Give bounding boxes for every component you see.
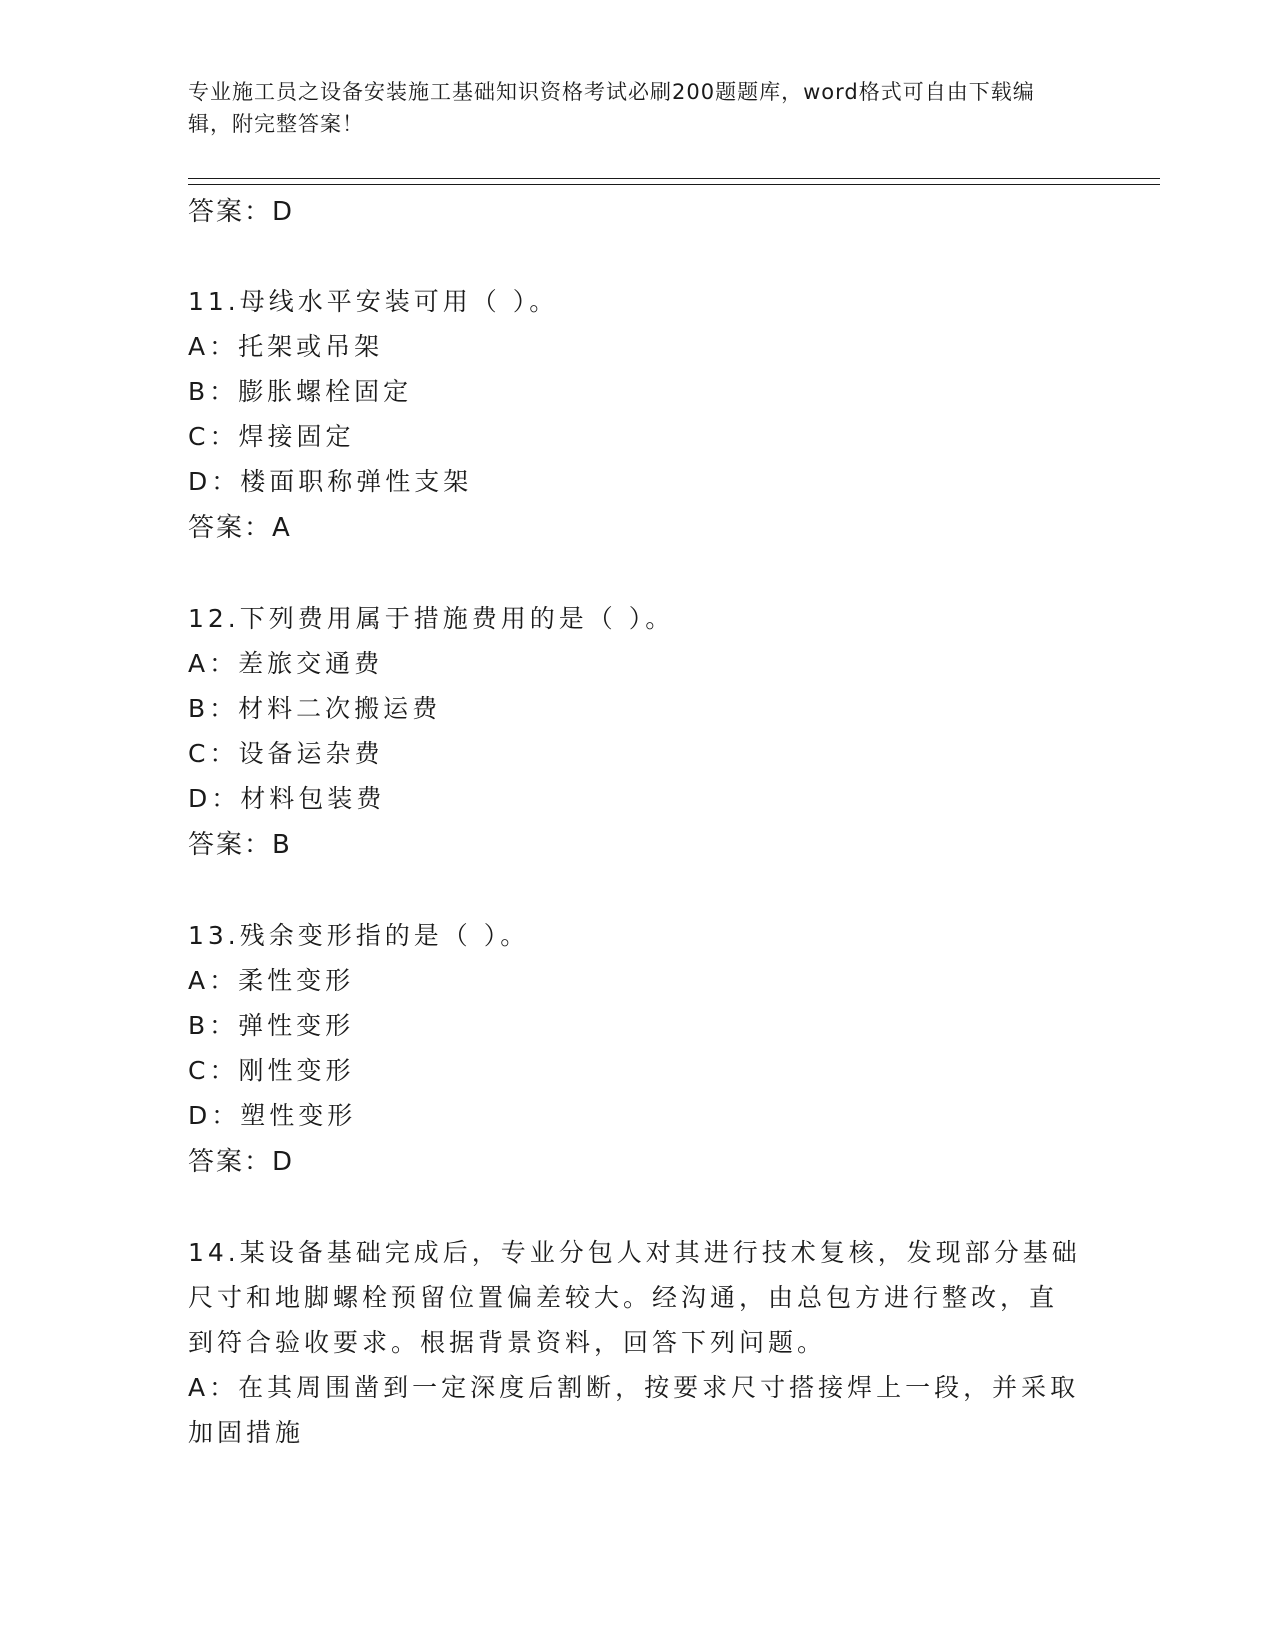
question-12-option-a: A：差旅交通费 <box>188 649 384 678</box>
question-13-answer: 答案：D <box>188 1147 295 1177</box>
question-11-stem: 11.母线水平安装可用（ ）。 <box>188 287 559 316</box>
answer-q10: 答案：D <box>188 197 295 227</box>
document-header: 专业施工员之设备安装施工基础知识资格考试必刷200题题库，word格式可自由下载编辑，附完整答案！ <box>188 80 1035 136</box>
question-14-option-a-line-1: A：在其周围凿到一定深度后割断，按要求尺寸搭接焊上一段，并采取 <box>188 1373 1080 1402</box>
question-13-option-b: B：弹性变形 <box>188 1011 355 1040</box>
question-12-option-c: C：设备运杂费 <box>188 739 384 768</box>
question-11-option-c: C：焊接固定 <box>188 422 355 451</box>
question-12-answer: 答案：B <box>188 830 292 860</box>
question-13-option-a: A：柔性变形 <box>188 966 355 995</box>
question-11-option-d: D：楼面职称弹性支架 <box>188 467 473 496</box>
question-14-option-a-line-2: 加固措施 <box>188 1418 305 1447</box>
question-13-option-d: D：塑性变形 <box>188 1101 357 1130</box>
question-14-stem-line-1: 14.某设备基础完成后，专业分包人对其进行技术复核，发现部分基础 <box>188 1238 1081 1267</box>
question-13-option-c: C：刚性变形 <box>188 1056 355 1085</box>
question-11-option-a: A：托架或吊架 <box>188 332 384 361</box>
question-14-stem-line-3: 到符合验收要求。根据背景资料，回答下列问题。 <box>188 1328 827 1357</box>
question-12-option-d: D：材料包装费 <box>188 784 386 813</box>
question-11-option-b: B：膨胀螺栓固定 <box>188 377 413 406</box>
question-12-stem: 12.下列费用属于措施费用的是（ ）。 <box>188 604 675 633</box>
header-rule-bottom <box>188 184 1160 185</box>
header-rule-top <box>188 178 1160 179</box>
question-14-stem-line-2: 尺寸和地脚螺栓预留位置偏差较大。经沟通，由总包方进行整改，直 <box>188 1283 1059 1312</box>
question-13-stem: 13.残余变形指的是（ ）。 <box>188 921 530 950</box>
question-11-answer: 答案：A <box>188 513 292 543</box>
question-12-option-b: B：材料二次搬运费 <box>188 694 442 723</box>
